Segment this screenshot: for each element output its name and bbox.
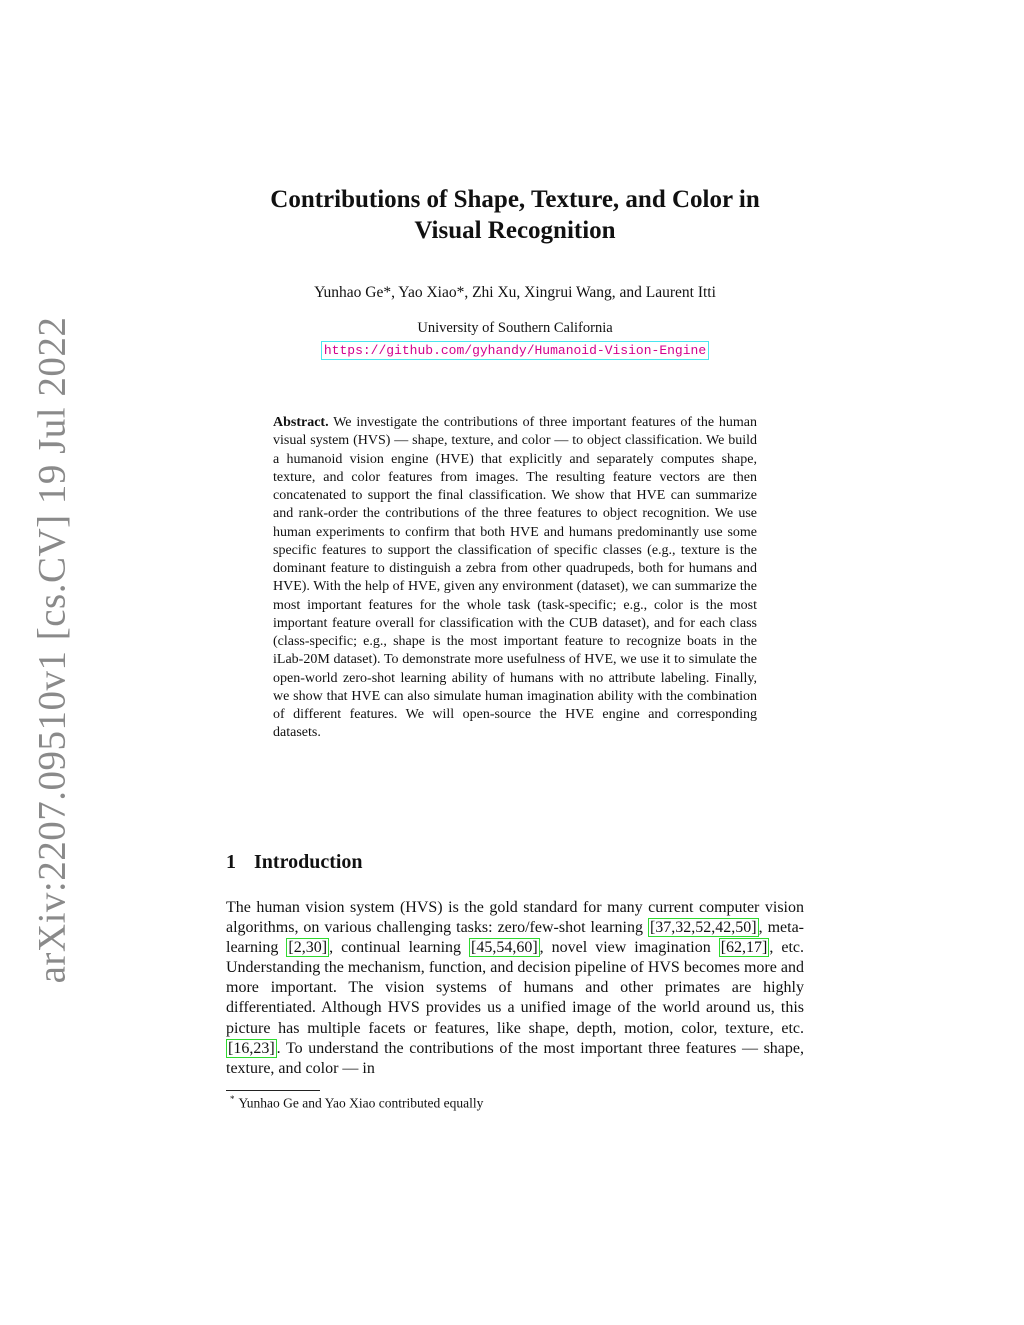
citation-link[interactable]: [37,32,52,42,50] bbox=[649, 919, 757, 937]
github-url-link[interactable]: https://github.com/gyhandy/Humanoid-Vision-Engine bbox=[321, 341, 709, 360]
paper-title bbox=[220, 184, 810, 246]
intro-text-2: , meta-learning bbox=[226, 919, 805, 957]
author-list: Yunhao Ge*, Yao Xiao*, Zhi Xu, Xingrui Wang, and Laurent Itti bbox=[314, 284, 716, 301]
citation-link[interactable]: [62,17] bbox=[720, 939, 768, 957]
citation-link[interactable]: [45,54,60] bbox=[471, 939, 538, 957]
arxiv-identifier-stamp: arXiv:2207.09510v1 [cs.CV] 19 Jul 2022 bbox=[30, 316, 74, 984]
abstract-text: We investigate the contributions of three important features of the human visual system (HVS) — shape, texture, and color — to object classification. We build a humanoid vision engine (HVE) that explicitly and separately computes shape, texture, and color features from images. The resulting feature vectors are then concatenated to support the final classification. We show that HVE can summarize and rank-order the contributions of the three features to object recognition. We use human experiments to confirm that both HVE and humans predominantly use some specific features to support the classification of specific classes (e.g., texture is the dominant feature to distinguish a zebra from other quadrupeds, both for humans and HVE). With the help of HVE, given any environment (dataset), we can summarize the most important features for the whole task (task-specific; e.g., color is the most important feature overall for classification with the CUB dataset), and for each class (class-specific; e.g., shape is the most important feature to recognize boats in the iLab-20M dataset). To demonstrate more usefulness of HVE, we use it to simulate the open-world zero-shot learning ability of humans with no attribute labeling. Finally, we show that HVE can also simulate human imagination ability with the combination of different features. We will open-source the HVE engine and corresponding datasets. bbox=[273, 415, 757, 741]
footnote-divider bbox=[226, 1090, 320, 1091]
intro-text-1: The human vision system (HVS) is the gold standard for many current computer vision algorithms, on various challenging tasks: zero/few-shot learning bbox=[226, 899, 804, 937]
title-line-1: Contributions of Shape, Texture, and Color in bbox=[270, 186, 760, 213]
url-line bbox=[220, 339, 810, 360]
intro-text-3: , continual learning bbox=[329, 939, 470, 957]
section-title: Introduction bbox=[254, 851, 363, 873]
intro-text-5: , etc. Understanding the mechanism, function, and decision pipeline of HVS becomes more and more important. The vision systems of humans and other primates are highly differentiated. Although HVS provides us a unified image of the world around us, this picture has multiple facets or features, like shape, depth, motion, color, texture, etc. bbox=[226, 939, 805, 1037]
abstract-block bbox=[273, 414, 757, 743]
footnote-mark: * bbox=[230, 1094, 235, 1104]
title-line-2: Visual Recognition bbox=[414, 217, 616, 244]
introduction-paragraph bbox=[226, 898, 804, 1079]
footnote bbox=[230, 1094, 483, 1112]
footnote-text: Yunhao Ge and Yao Xiao contributed equally bbox=[238, 1095, 484, 1111]
abstract-label: Abstract. bbox=[273, 415, 329, 430]
section-heading-introduction bbox=[226, 851, 363, 874]
citation-link[interactable]: [2,30] bbox=[288, 939, 328, 957]
citation-link[interactable]: [16,23] bbox=[228, 1039, 275, 1057]
section-number: 1 bbox=[226, 851, 236, 873]
intro-text-6: . To understand the contributions of the most important three features — shape, texture, and color — in bbox=[226, 1039, 804, 1077]
intro-text-4: , novel view imagination bbox=[539, 939, 719, 957]
affiliation: University of Southern California bbox=[417, 320, 613, 336]
